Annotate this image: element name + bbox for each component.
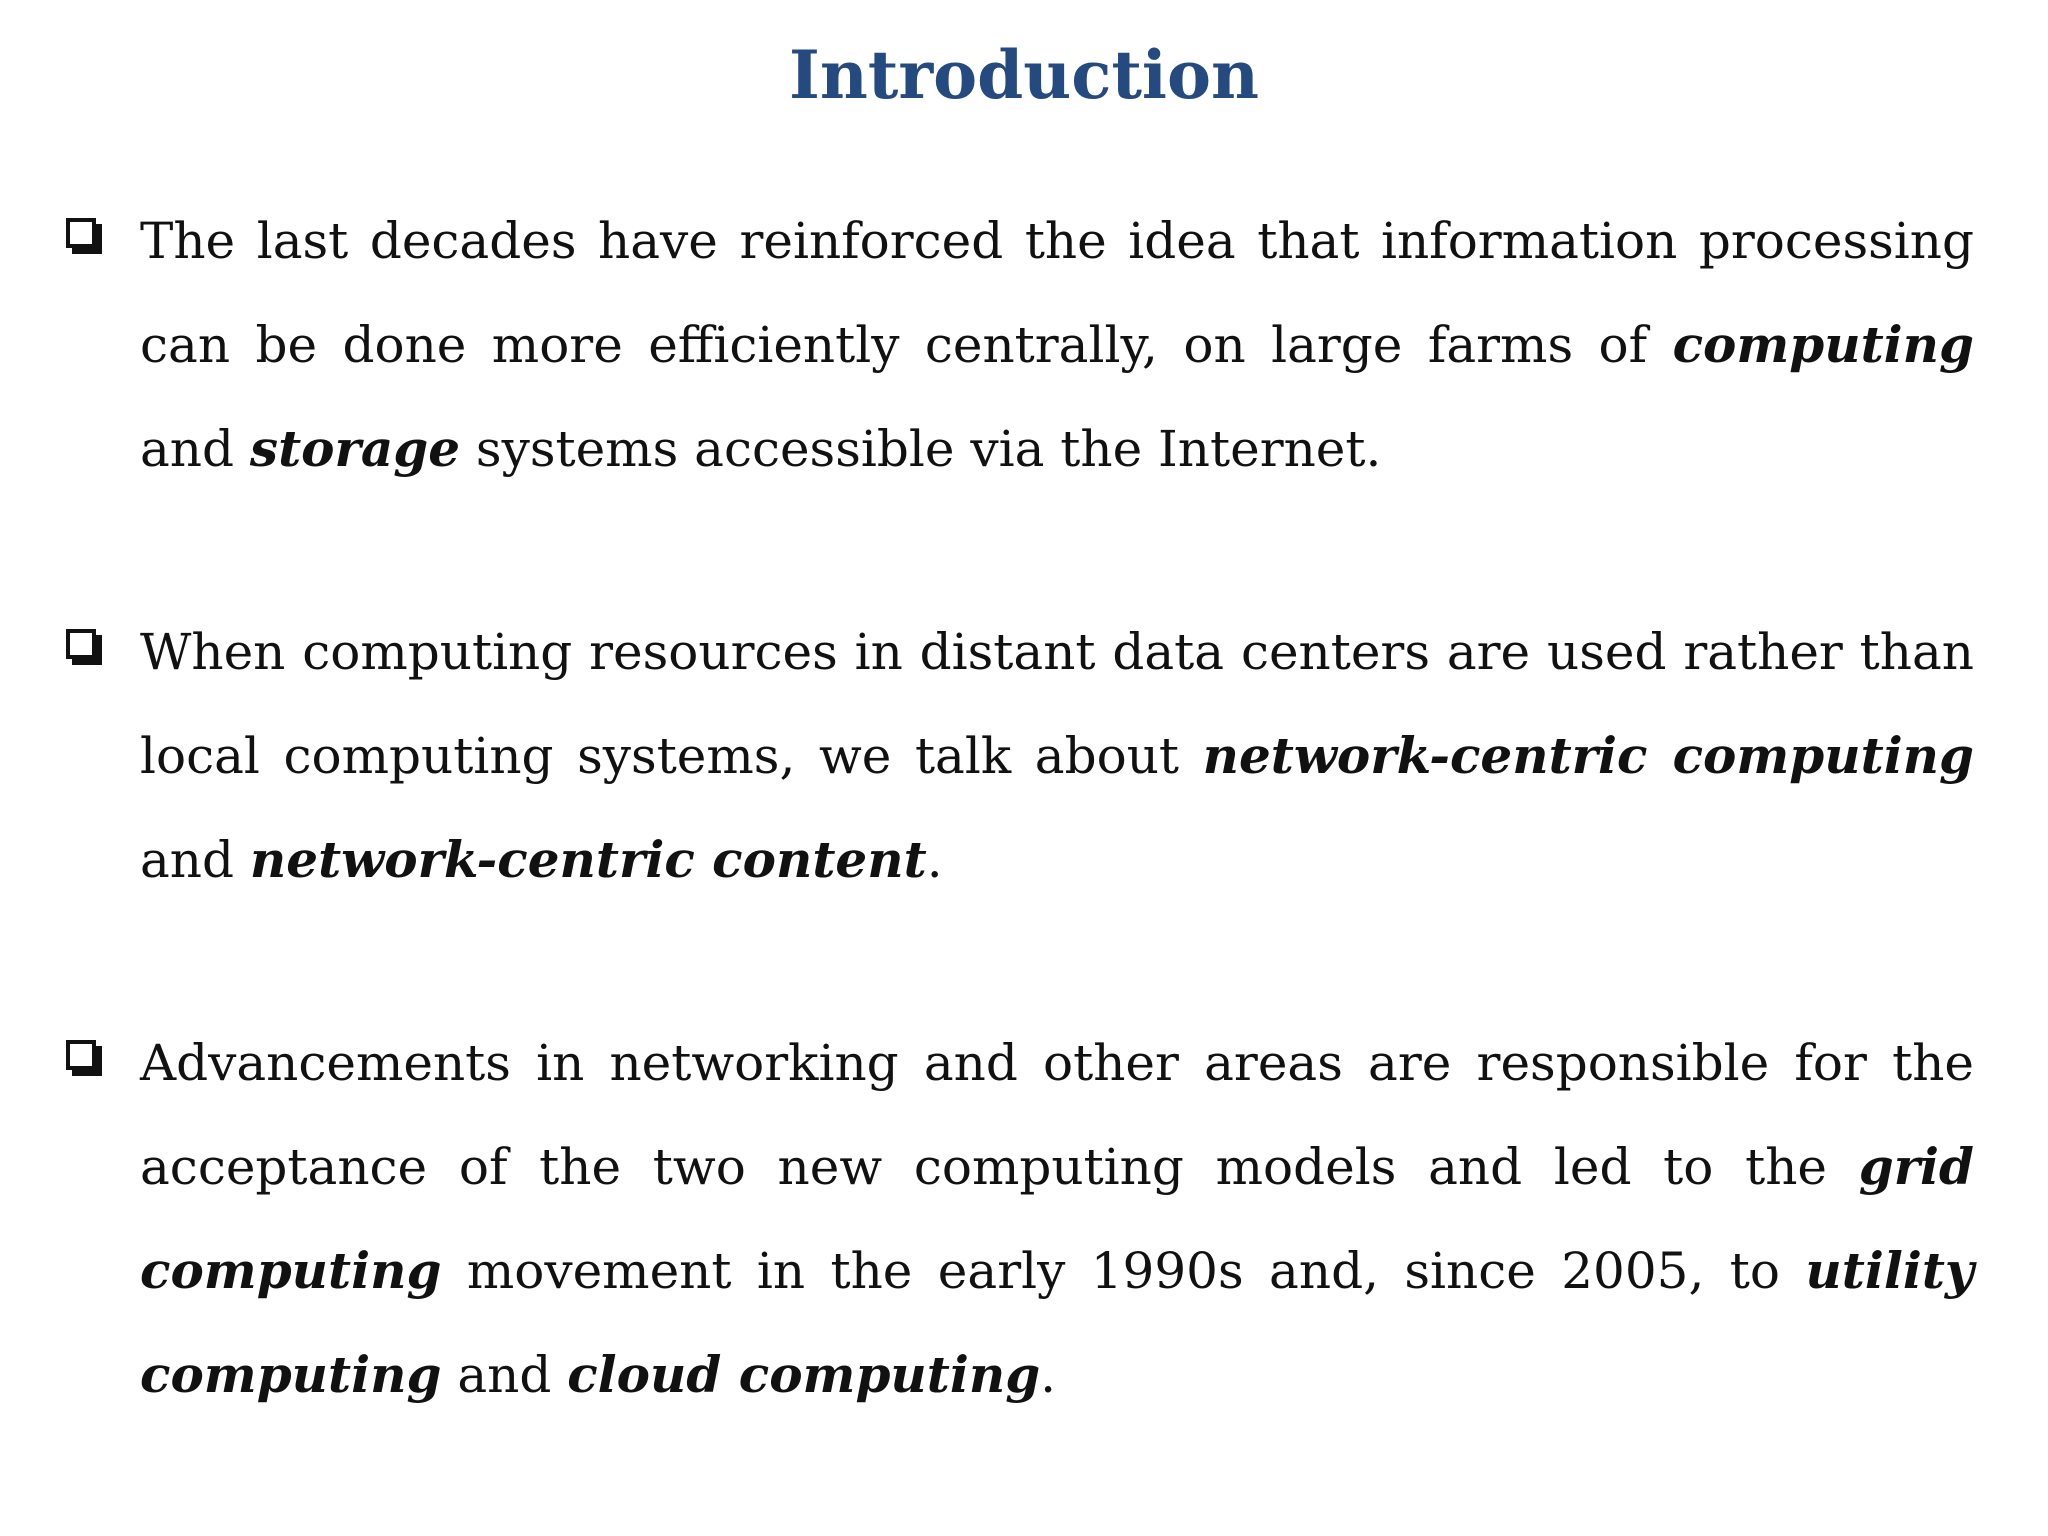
text-segment: Advancements in networking and other areas are responsible for the acceptance of the two new computing models and led to the — [140, 1034, 1974, 1196]
hollow-square-bullet-icon — [66, 629, 96, 659]
emphasized-term: computing — [1672, 315, 1974, 374]
bullet-item — [64, 601, 1974, 912]
bullet-list — [64, 190, 1974, 1527]
emphasized-term: utility computing — [140, 1241, 1974, 1404]
text-segment: The last decades have reinforced the idea that information processing can be done more efficiently centrally, on large farms of — [140, 212, 1974, 374]
emphasized-term: cloud computing — [567, 1345, 1041, 1404]
text-segment: . — [926, 831, 943, 889]
text-segment: systems accessible via the Internet. — [460, 420, 1382, 478]
bullet-text — [140, 601, 1974, 912]
text-segment: and — [140, 831, 250, 889]
bullet-text — [140, 190, 1974, 501]
bullet-text — [140, 1012, 1974, 1427]
text-segment: When computing resources in distant data centers are used rather than local computing systems, we talk about — [140, 623, 1974, 785]
text-segment: . — [1040, 1346, 1057, 1404]
slide-title: Introduction — [788, 36, 1260, 114]
emphasized-term: network-centric computing — [1202, 726, 1974, 785]
emphasized-term: network-centric content — [249, 830, 927, 889]
bullet-item — [64, 1012, 1974, 1427]
hollow-square-bullet-icon — [66, 1040, 96, 1070]
text-segment: movement in the early 1990s and, since 2005, to — [441, 1242, 1806, 1300]
hollow-square-bullet-icon — [66, 218, 96, 248]
emphasized-term: grid computing — [140, 1137, 1974, 1300]
bullet-item — [64, 190, 1974, 501]
emphasized-term: storage — [249, 419, 461, 478]
text-segment: and — [441, 1346, 568, 1404]
text-segment: and — [140, 420, 250, 478]
